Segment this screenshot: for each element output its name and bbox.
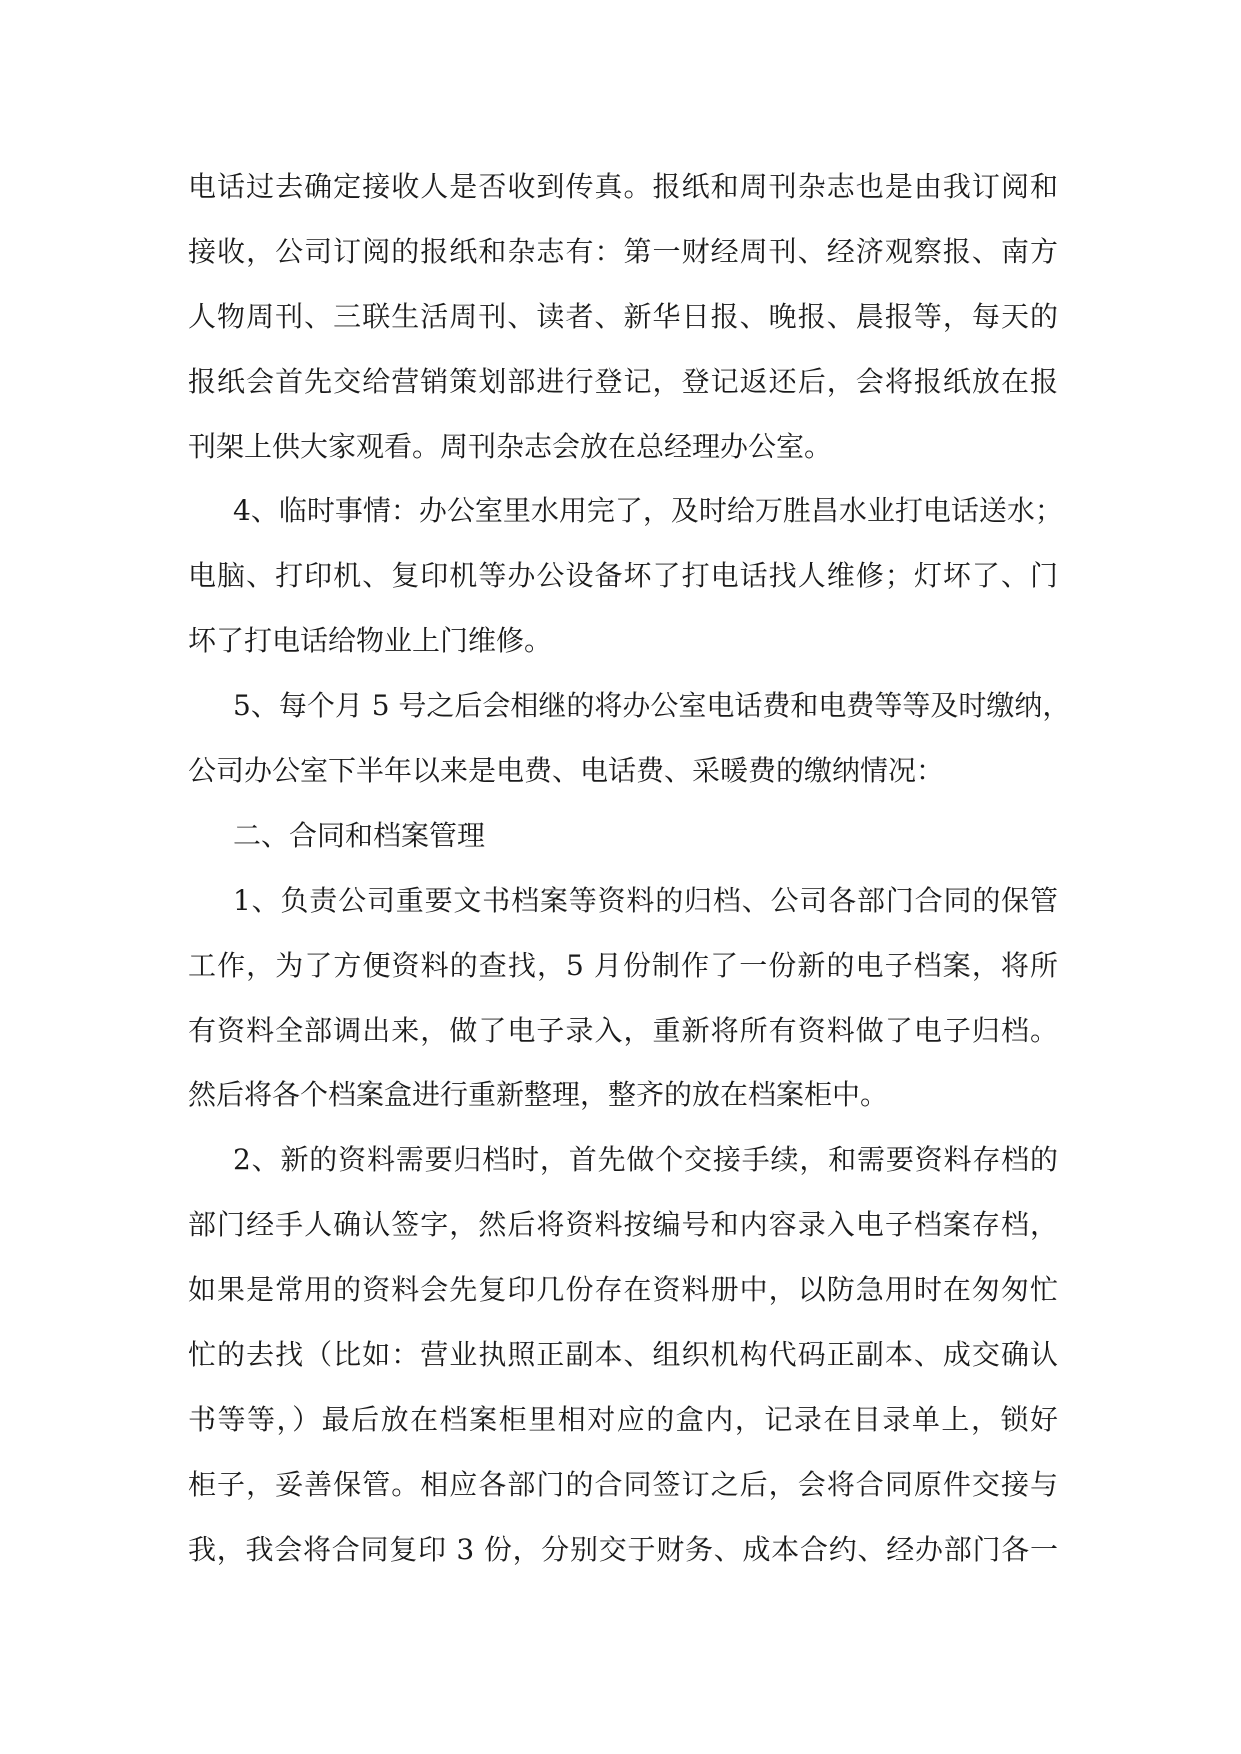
text-line: 人物周刊、三联生活周刊、读者、新华日报、晚报、晨报等，每天的 xyxy=(188,299,1058,333)
text-line: 公司办公室下半年以来是电费、电话费、采暖费的缴纳情况： xyxy=(188,754,945,788)
section-heading: 二、合同和档案管理 xyxy=(233,818,486,852)
text-line: 然后将各个档案盒进行重新整理，整齐的放在档案柜中。 xyxy=(188,1078,889,1112)
text-line: 2、新的资料需要归档时，首先做个交接手续，和需要资料存档的 xyxy=(233,1143,1058,1177)
text-line: 柜子，妥善保管。相应各部门的合同签订之后，会将合同原件交接与 xyxy=(188,1467,1058,1501)
text-line: 接收，公司订阅的报纸和杂志有：第一财经周刊、经济观察报、南方 xyxy=(188,234,1058,268)
text-line: 1、负责公司重要文书档案等资料的归档、公司各部门合同的保管 xyxy=(233,883,1058,917)
text-line: 5、每个月 5 号之后会相继的将办公室电话费和电费等等及时缴纳， xyxy=(233,689,1071,723)
text-line: 4、临时事情：办公室里水用完了，及时给万胜昌水业打电话送水； xyxy=(233,494,1063,528)
document-body xyxy=(188,155,1071,1583)
text-line: 工作，为了方便资料的查找，5 月份制作了一份新的电子档案，将所 xyxy=(188,948,1058,982)
text-line: 部门经手人确认签字，然后将资料按编号和内容录入电子档案存档， xyxy=(188,1208,1058,1242)
text-line: 忙的去找（比如：营业执照正副本、组织机构代码正副本、成交确认 xyxy=(188,1338,1058,1372)
text-line: 电脑、打印机、复印机等办公设备坏了打电话找人维修；灯坏了、门 xyxy=(188,559,1058,593)
text-line: 报纸会首先交给营销策划部进行登记，登记返还后，会将报纸放在报 xyxy=(188,364,1058,398)
text-line: 电话过去确定接收人是否收到传真。报纸和周刊杂志也是由我订阅和 xyxy=(188,170,1058,203)
text-line: 书等等，）最后放在档案柜里相对应的盒内，记录在目录单上，锁好 xyxy=(188,1402,1058,1436)
text-line: 刊架上供大家观看。周刊杂志会放在总经理办公室。 xyxy=(188,429,833,463)
text-line: 如果是常用的资料会先复印几份存在资料册中，以防急用时在匆匆忙 xyxy=(188,1273,1058,1307)
text-line: 坏了打电话给物业上门维修。 xyxy=(188,624,553,658)
text-line: 有资料全部调出来，做了电子录入，重新将所有资料做了电子归档。 xyxy=(188,1013,1058,1047)
text-line: 我，我会将合同复印 3 份，分别交于财务、成本合约、经办部门各一 xyxy=(188,1532,1058,1566)
